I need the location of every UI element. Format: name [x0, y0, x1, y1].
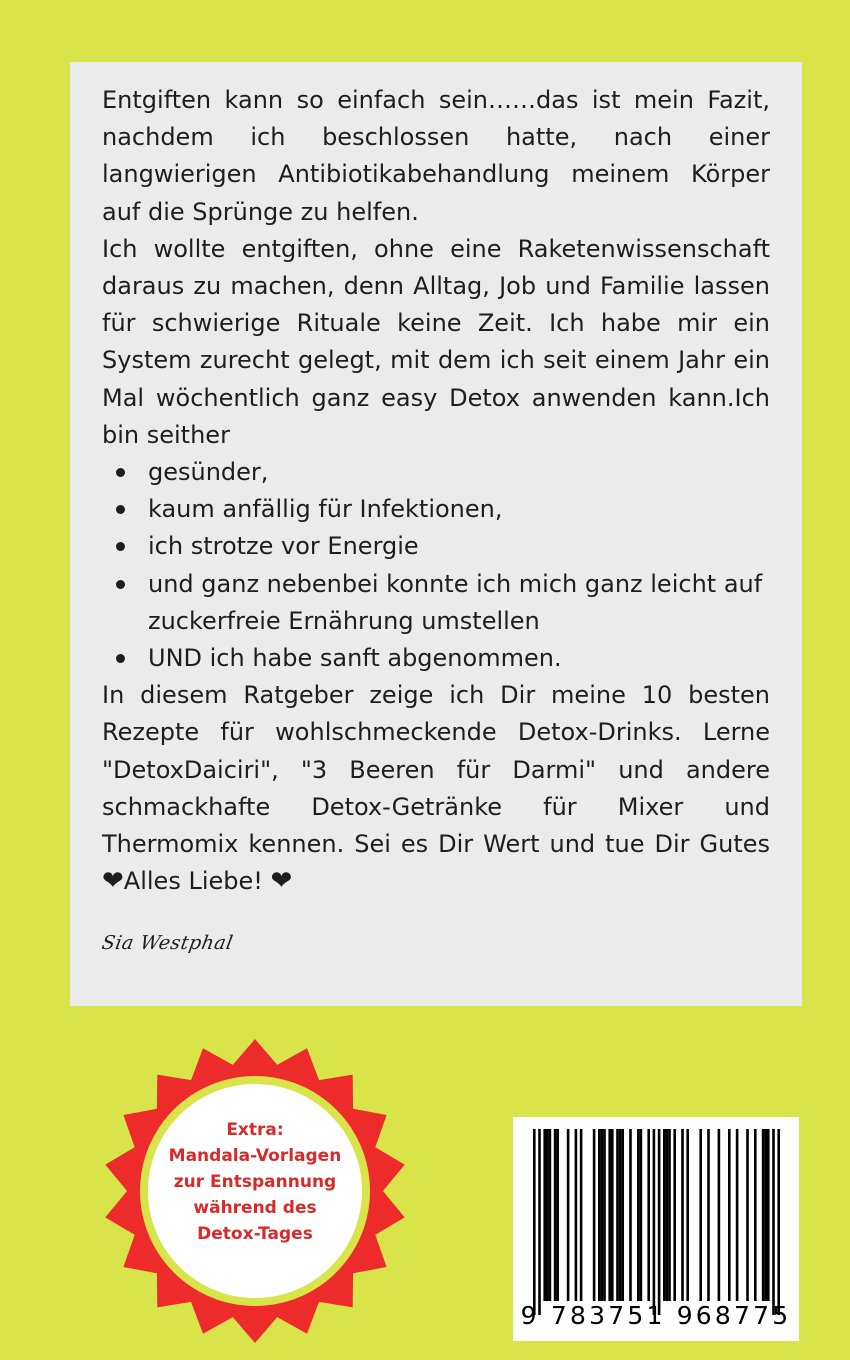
barcode-bar [629, 1129, 632, 1301]
barcode-bar [580, 1129, 583, 1301]
barcode-bar [533, 1129, 536, 1315]
barcode-bar [666, 1129, 669, 1301]
blurb-panel [70, 62, 802, 1006]
barcode-bar [640, 1129, 643, 1301]
barcode-bar [546, 1129, 549, 1301]
barcode-bar [619, 1129, 622, 1301]
barcode-bar [681, 1129, 684, 1301]
author-signature: Sia Westphal [100, 932, 235, 954]
barcode-bar [608, 1129, 611, 1301]
barcode-bar [556, 1129, 559, 1301]
isbn-barcode [513, 1117, 799, 1341]
barcode-bar [611, 1129, 614, 1301]
benefits-list [102, 454, 770, 677]
list-item: kaum anfällig für Infektionen, [102, 491, 770, 528]
barcode-bar [746, 1129, 749, 1301]
barcode-bar [767, 1129, 770, 1301]
barcode-bar [658, 1129, 661, 1315]
barcode-bar [593, 1129, 596, 1301]
barcode-bar [777, 1129, 780, 1315]
blurb-text [102, 82, 770, 900]
badge-text [155, 1117, 355, 1247]
barcode-bar [736, 1129, 739, 1301]
barcode-bar [699, 1129, 702, 1301]
badge-line: Detox-Tages [197, 1224, 313, 1244]
barcode-bar [673, 1129, 676, 1301]
heart-icon: ❤ [270, 866, 293, 897]
barcode-bar [621, 1129, 624, 1301]
barcode-bar [668, 1129, 671, 1301]
extra-badge [101, 1037, 409, 1345]
badge-line: während des [193, 1198, 317, 1218]
barcode-bar [601, 1129, 604, 1301]
barcode-bar [762, 1129, 765, 1301]
blurb-paragraph-3-text: In diesem Ratgeber zeige ich Dir meine 10 besten Rezepte für wohlschmeckende Detox-Drinks. Lerne "DetoxDaiciri", "3 Beeren für Darmi" und andere schmackhafte Detox-Getränke für Mixer und Thermomix kennen. Sei es Dir Wert und tue Dir Gutes [102, 681, 770, 859]
heart-icon: ❤ [102, 866, 124, 897]
barcode-bar [567, 1129, 570, 1301]
barcode-bar [616, 1129, 619, 1301]
list-item: und ganz nebenbei konnte ich mich ganz leicht auf zuckerfreie Ernährung umstellen [102, 566, 770, 640]
list-item: UND ich habe sanft abgenommen. [102, 640, 770, 677]
barcode-bar [663, 1129, 666, 1301]
badge-line: Extra: [226, 1120, 284, 1140]
barcode-bar [647, 1129, 650, 1301]
barcode-bar [754, 1129, 757, 1301]
list-item: ich strotze vor Energie [102, 528, 770, 565]
barcode-bar [543, 1129, 546, 1301]
barcode-bar [637, 1129, 640, 1301]
barcode-bar [686, 1129, 689, 1301]
list-item: gesünder, [102, 454, 770, 491]
barcode-bar [707, 1129, 710, 1301]
barcode-bar [549, 1129, 552, 1301]
closing-text: Alles Liebe! [123, 867, 263, 896]
barcode-bar [764, 1129, 767, 1301]
barcode-bar [718, 1129, 721, 1301]
isbn-number: 9 783751 968775 [520, 1301, 792, 1330]
barcode-bar [728, 1129, 731, 1301]
barcode-bar [598, 1129, 601, 1301]
barcode-bar [772, 1129, 775, 1315]
blurb-paragraph-3 [102, 677, 770, 900]
blurb-paragraph-2: Ich wollte entgiften, ohne eine Raketenwissenschaft daraus zu machen, denn Alltag, Job und Familie lassen für schwierige Rituale keine Zeit. Ich habe mir ein System zurecht gelegt, mit dem ich seit einem Jahr ein Mal wöchentlich ganz easy Detox anwenden kann.Ich bin seither [102, 234, 770, 449]
barcode-bar [575, 1129, 578, 1301]
barcode-bar [653, 1129, 656, 1315]
barcode-bar [603, 1129, 606, 1301]
barcode-bar [538, 1129, 541, 1315]
blurb-paragraph-1: Entgiften kann so einfach sein……das ist mein Fazit, nachdem ich beschlossen hatte, nach einer langwierigen Antibiotikabehandlung meinem Körper auf die Sprünge zu helfen. [102, 86, 770, 226]
badge-line: Mandala-Vorlagen [168, 1146, 342, 1166]
barcode-bar [554, 1129, 557, 1301]
badge-line: zur Entspannung [173, 1172, 337, 1192]
